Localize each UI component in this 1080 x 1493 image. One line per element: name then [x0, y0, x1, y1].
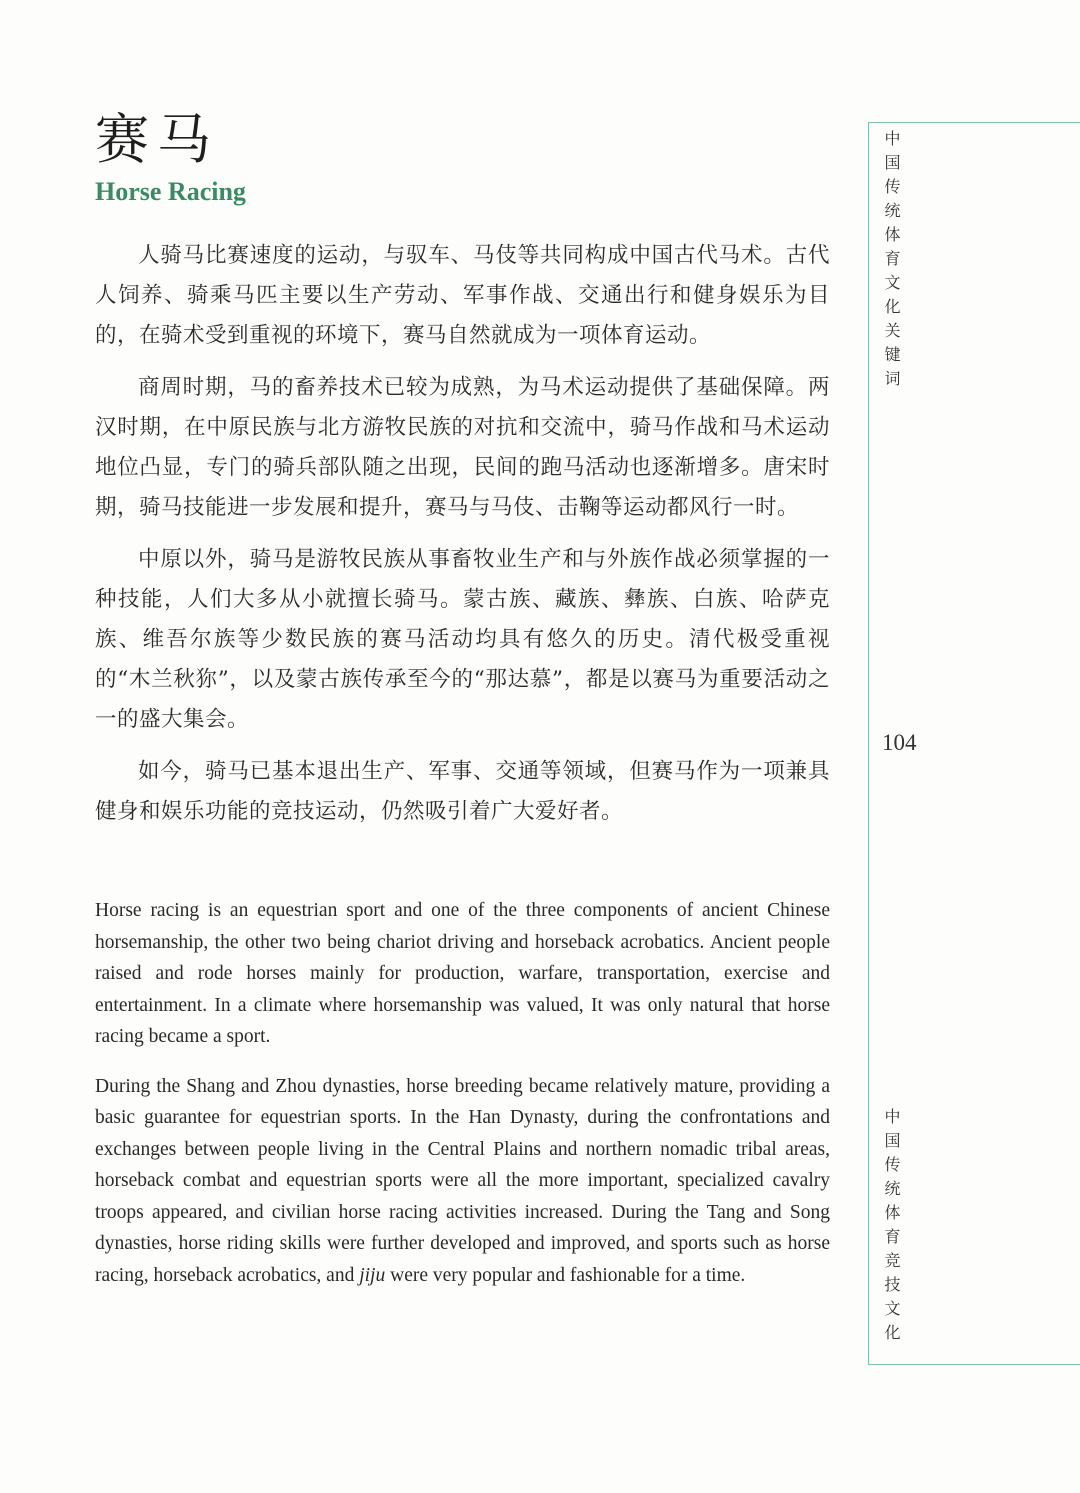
english-paragraph	[95, 1071, 830, 1292]
page-title-english: Horse Racing	[95, 177, 246, 206]
margin-bottom-rule	[868, 1364, 1080, 1365]
english-paragraph: Horse racing is an equestrian sport and one of the three components of ancient Chinese horsemanship, the other two being chariot driving and horseback acrobatics. Ancient people raised and rode horses mainly for production, warfare, transportation, exercise and entertainment. In a climate where horsemanship was valued, It was only natural that horse racing became a sport.	[95, 900, 830, 1047]
series-title-vertical: 中国传统体育文化关键词	[882, 130, 901, 394]
english-body	[95, 895, 830, 1309]
page-number: 104	[882, 730, 917, 755]
english-text: During the Shang and Zhou dynasties, horse breeding became relatively mature, providing a basic guarantee for equestrian sports. In the Han Dynasty, during the confrontations and exchanges between people living in the Central Plains and northern nomadic tribal areas, horseback combat and equestrian sports were all the more important, specialized cavalry troops appeared, and civilian horse racing activities increased. During the Tang and Song dynasties, horse riding skills were further developed and improved, and sports such as horse racing, horseback acrobatics, and	[95, 1075, 830, 1286]
chinese-body	[95, 236, 830, 844]
chinese-paragraph: 人骑马比赛速度的运动，与驭车、马伎等共同构成中国古代马术。古代人饲养、骑乘马匹主要以生产劳动、军事作战、交通出行和健身娱乐为目的，在骑术受到重视的环境下，赛马自然就成为一项体育运动。	[95, 243, 830, 348]
english-text: were very popular and fashionable for a time.	[385, 1264, 746, 1286]
italic-term: jiju	[359, 1264, 386, 1286]
chinese-paragraph: 如今，骑马已基本退出生产、军事、交通等领域，但赛马作为一项兼具健身和娱乐功能的竞技运动，仍然吸引着广大爱好者。	[95, 759, 830, 824]
chinese-paragraph: 中原以外，骑马是游牧民族从事畜牧业生产和与外族作战必须掌握的一种技能，人们大多从小就擅长骑马。蒙古族、藏族、彝族、白族、哈萨克族、维吾尔族等少数民族的赛马活动均具有悠久的历史。清代极受重视的“木兰秋狝”，以及蒙古族传承至今的“那达慕”，都是以赛马为重要活动之一的盛大集会。	[95, 547, 830, 732]
margin-vertical-rule	[868, 122, 869, 1364]
page-title-chinese: 赛马	[95, 108, 219, 171]
margin-top-rule	[868, 122, 1080, 123]
chinese-paragraph: 商周时期，马的畜养技术已较为成熟，为马术运动提供了基础保障。两汉时期，在中原民族与北方游牧民族的对抗和交流中，骑马作战和马术运动地位凸显，专门的骑兵部队随之出现，民间的跑马活动也逐渐增多。唐宋时期，骑马技能进一步发展和提升，赛马与马伎、击鞠等运动都风行一时。	[95, 375, 830, 520]
book-title-vertical: 中国传统体育竞技文化	[882, 1108, 901, 1348]
